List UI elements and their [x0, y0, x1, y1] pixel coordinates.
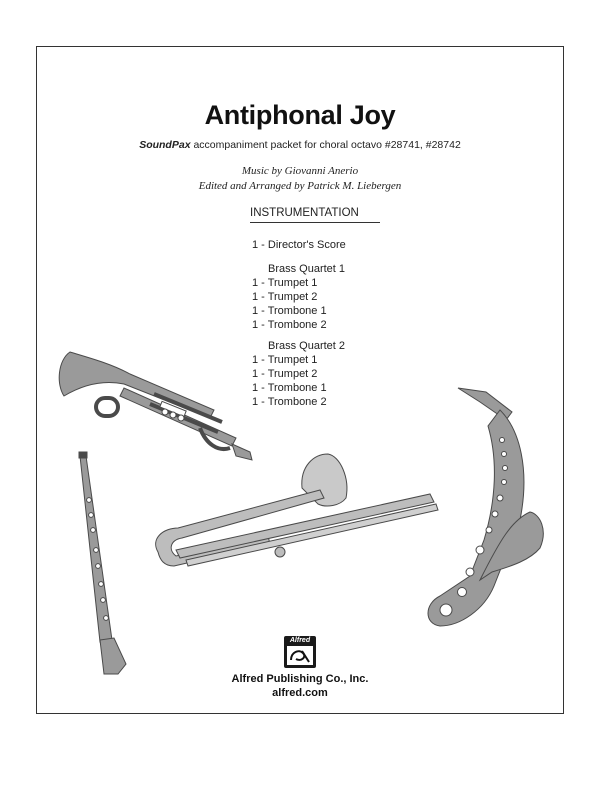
alfred-logo — [284, 636, 316, 668]
subtitle-text: accompaniment packet for choral octavo #28741, #28742 — [190, 139, 461, 151]
list-item: 1 - Trumpet 1 — [252, 277, 318, 289]
list-item: 1 - Trombone 1 — [252, 305, 327, 317]
publisher-name: Alfred Publishing Co., Inc. — [231, 673, 369, 685]
trombone-icon — [156, 454, 438, 566]
publisher-url: alfred.com — [272, 687, 328, 699]
trumpet-icon — [59, 352, 252, 460]
list-item: 1 - Trombone 1 — [252, 382, 327, 394]
logo-text: Alfred — [289, 637, 311, 644]
list-item: 1 - Director's Score — [252, 239, 346, 251]
composer-credit: Music by Giovanni Anerio — [241, 165, 359, 177]
clarinet-icon — [79, 452, 126, 674]
list-item: 1 - Trumpet 2 — [252, 368, 318, 380]
list-item: 1 - Trombone 2 — [252, 396, 327, 408]
group-heading: Brass Quartet 2 — [268, 340, 346, 352]
list-item: 1 - Trombone 2 — [252, 319, 327, 331]
group-heading: Brass Quartet 1 — [268, 263, 346, 275]
saxophone-icon — [428, 388, 543, 626]
list-item: 1 - Trumpet 2 — [252, 291, 318, 303]
page-title: Antiphonal Joy — [204, 100, 396, 130]
subtitle-brand: SoundPax — [139, 139, 191, 151]
instrumentation-heading: INSTRUMENTATION — [250, 207, 359, 219]
list-item: 1 - Trumpet 1 — [252, 354, 318, 366]
music-glyph-icon — [287, 646, 313, 665]
arranger-credit: Edited and Arranged by Patrick M. Liebergen — [198, 180, 402, 192]
